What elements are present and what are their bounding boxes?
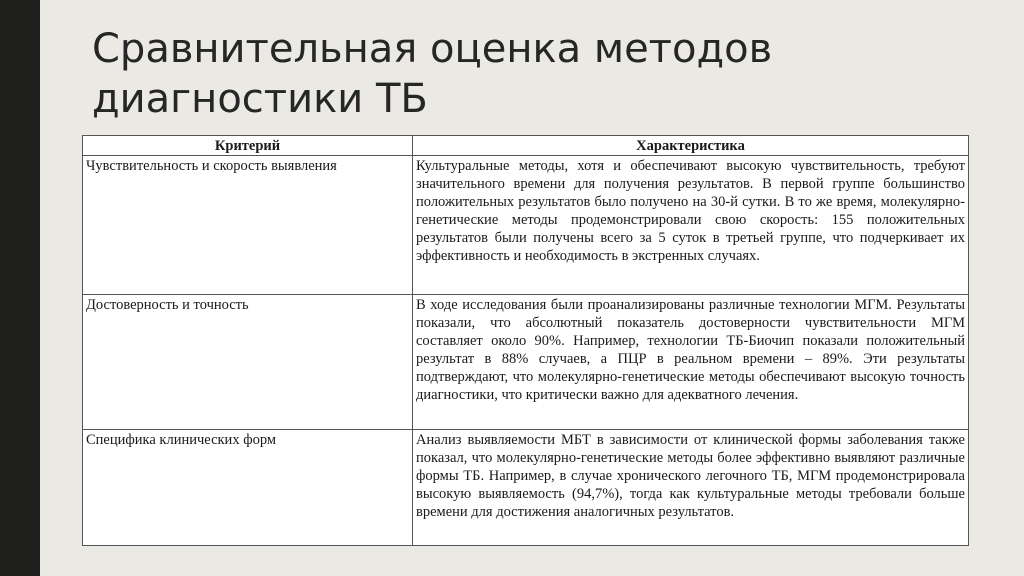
row-description: Анализ выявляемости МБТ в зависимости от клинической формы заболевания также показал, что молекулярно-генетические методы более эффективно выявляют различные формы ТБ. Например, в случае хронического легочного ТБ, МГМ продемонстрировала высокую выявляемость (94,7%), тогда как культуральные методы требовали больше времени для достижения аналогичных результатов. [413, 430, 969, 546]
table-row [83, 430, 969, 546]
left-accent-bar [0, 0, 40, 576]
slide-title-line-2: диагностики ТБ [92, 76, 428, 122]
header-criterion: Критерий [83, 136, 413, 156]
row-description: Культуральные методы, хотя и обеспечивают высокую чувствительность, требуют значительного времени для получения результатов. В первой группе большинство положительных результатов было получено на 30-й сутки. В то же время, молекулярно-генетические методы продемонстрировали свою скорость: 155 положительных результатов были получены всего за 5 суток в третьей группе, что подчеркивает их эффективность и необходимость в экстренных случаях. [413, 156, 969, 295]
comparison-table-container [82, 135, 968, 546]
header-characteristic: Характеристика [413, 136, 969, 156]
table-header-row [83, 136, 969, 156]
table-row [83, 156, 969, 295]
row-criterion: Достоверность и точность [83, 295, 413, 430]
row-criterion: Специфика клинических форм [83, 430, 413, 546]
slide-title-line-1: Сравнительная оценка методов [92, 26, 773, 72]
row-criterion: Чувствительность и скорость выявления [83, 156, 413, 295]
table-row [83, 295, 969, 430]
comparison-table [82, 135, 969, 546]
row-description: В ходе исследования были проанализированы различные технологии МГМ. Результаты показали, что абсолютный показатель достоверности чувствительности МГМ составляет около 90%. Например, технологии ТБ-Биочип показали положительный результат в 88% случаев, а ПЦР в реальном времени – 89%. Эти результаты подтверждают, что молекулярно-генетические методы обеспечивают высокую точность диагностики, что критически важно для адекватного лечения. [413, 295, 969, 430]
slide-title [92, 24, 992, 124]
